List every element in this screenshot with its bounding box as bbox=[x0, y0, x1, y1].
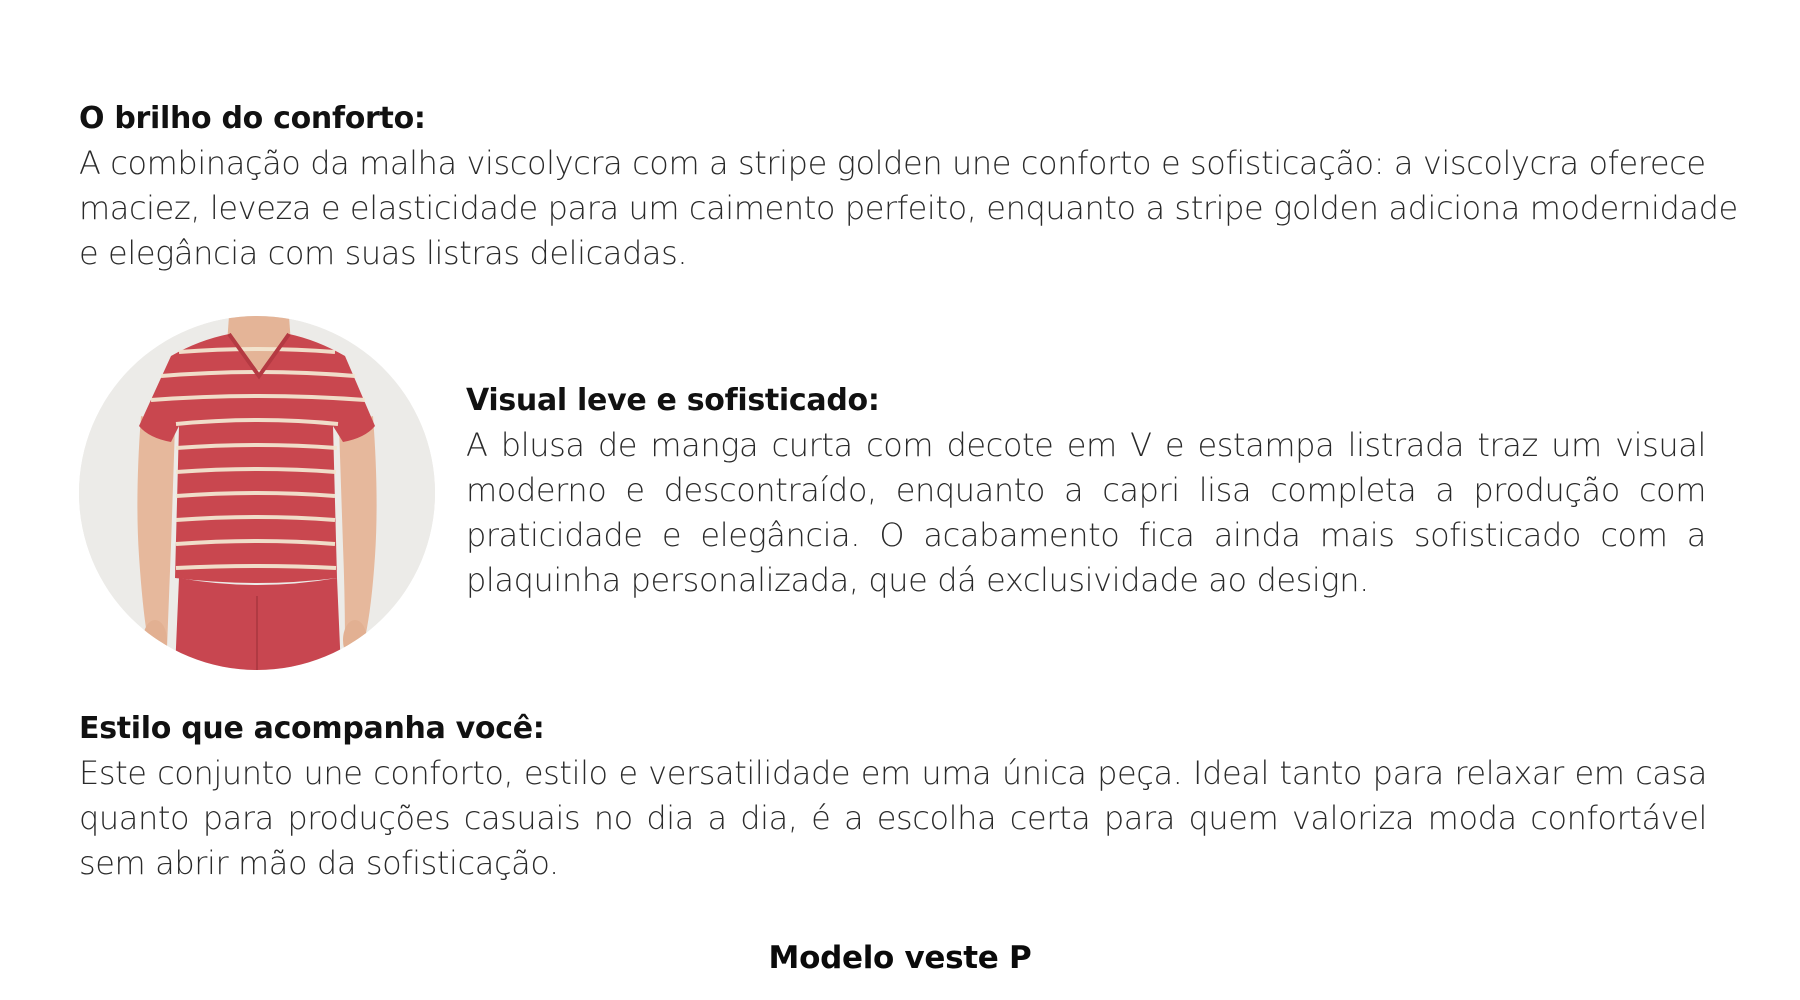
section-body: A blusa de manga curta com decote em V e estampa listrada traz um visual moderno e descontraído, enquanto a capri lisa completa a produção com praticidade e elegância. O acabamento fica ainda mais sofisticado com a plaquinha personalizada, que dá exclusividade ao design. bbox=[466, 426, 1706, 599]
section-heading: Visual leve e sofisticado: bbox=[466, 383, 880, 418]
product-photo bbox=[79, 316, 435, 670]
section-body: A combinação da malha viscolycra com a stripe golden une conforto e sofisticação: a viscolycra oferece maciez, leveza e elasticidade para um caimento perfeito, enquanto a stripe golden adiciona modernidade e elegância com suas listras delicadas. bbox=[79, 144, 1738, 272]
section-visual-leve bbox=[466, 378, 1706, 603]
section-body: Este conjunto une conforto, estilo e versatilidade em uma única peça. Ideal tanto para relaxar em casa quanto para produções casuais no dia a dia, é a escolha certa para quem valoriza moda confortável sem abrir mão da sofisticação. bbox=[79, 754, 1707, 882]
section-heading: Estilo que acompanha você: bbox=[79, 711, 545, 746]
model-size-note: Modelo veste P bbox=[768, 940, 1032, 976]
section-heading: O brilho do conforto: bbox=[79, 101, 426, 136]
section-brilho-conforto bbox=[79, 96, 1739, 276]
section-estilo bbox=[79, 706, 1707, 886]
